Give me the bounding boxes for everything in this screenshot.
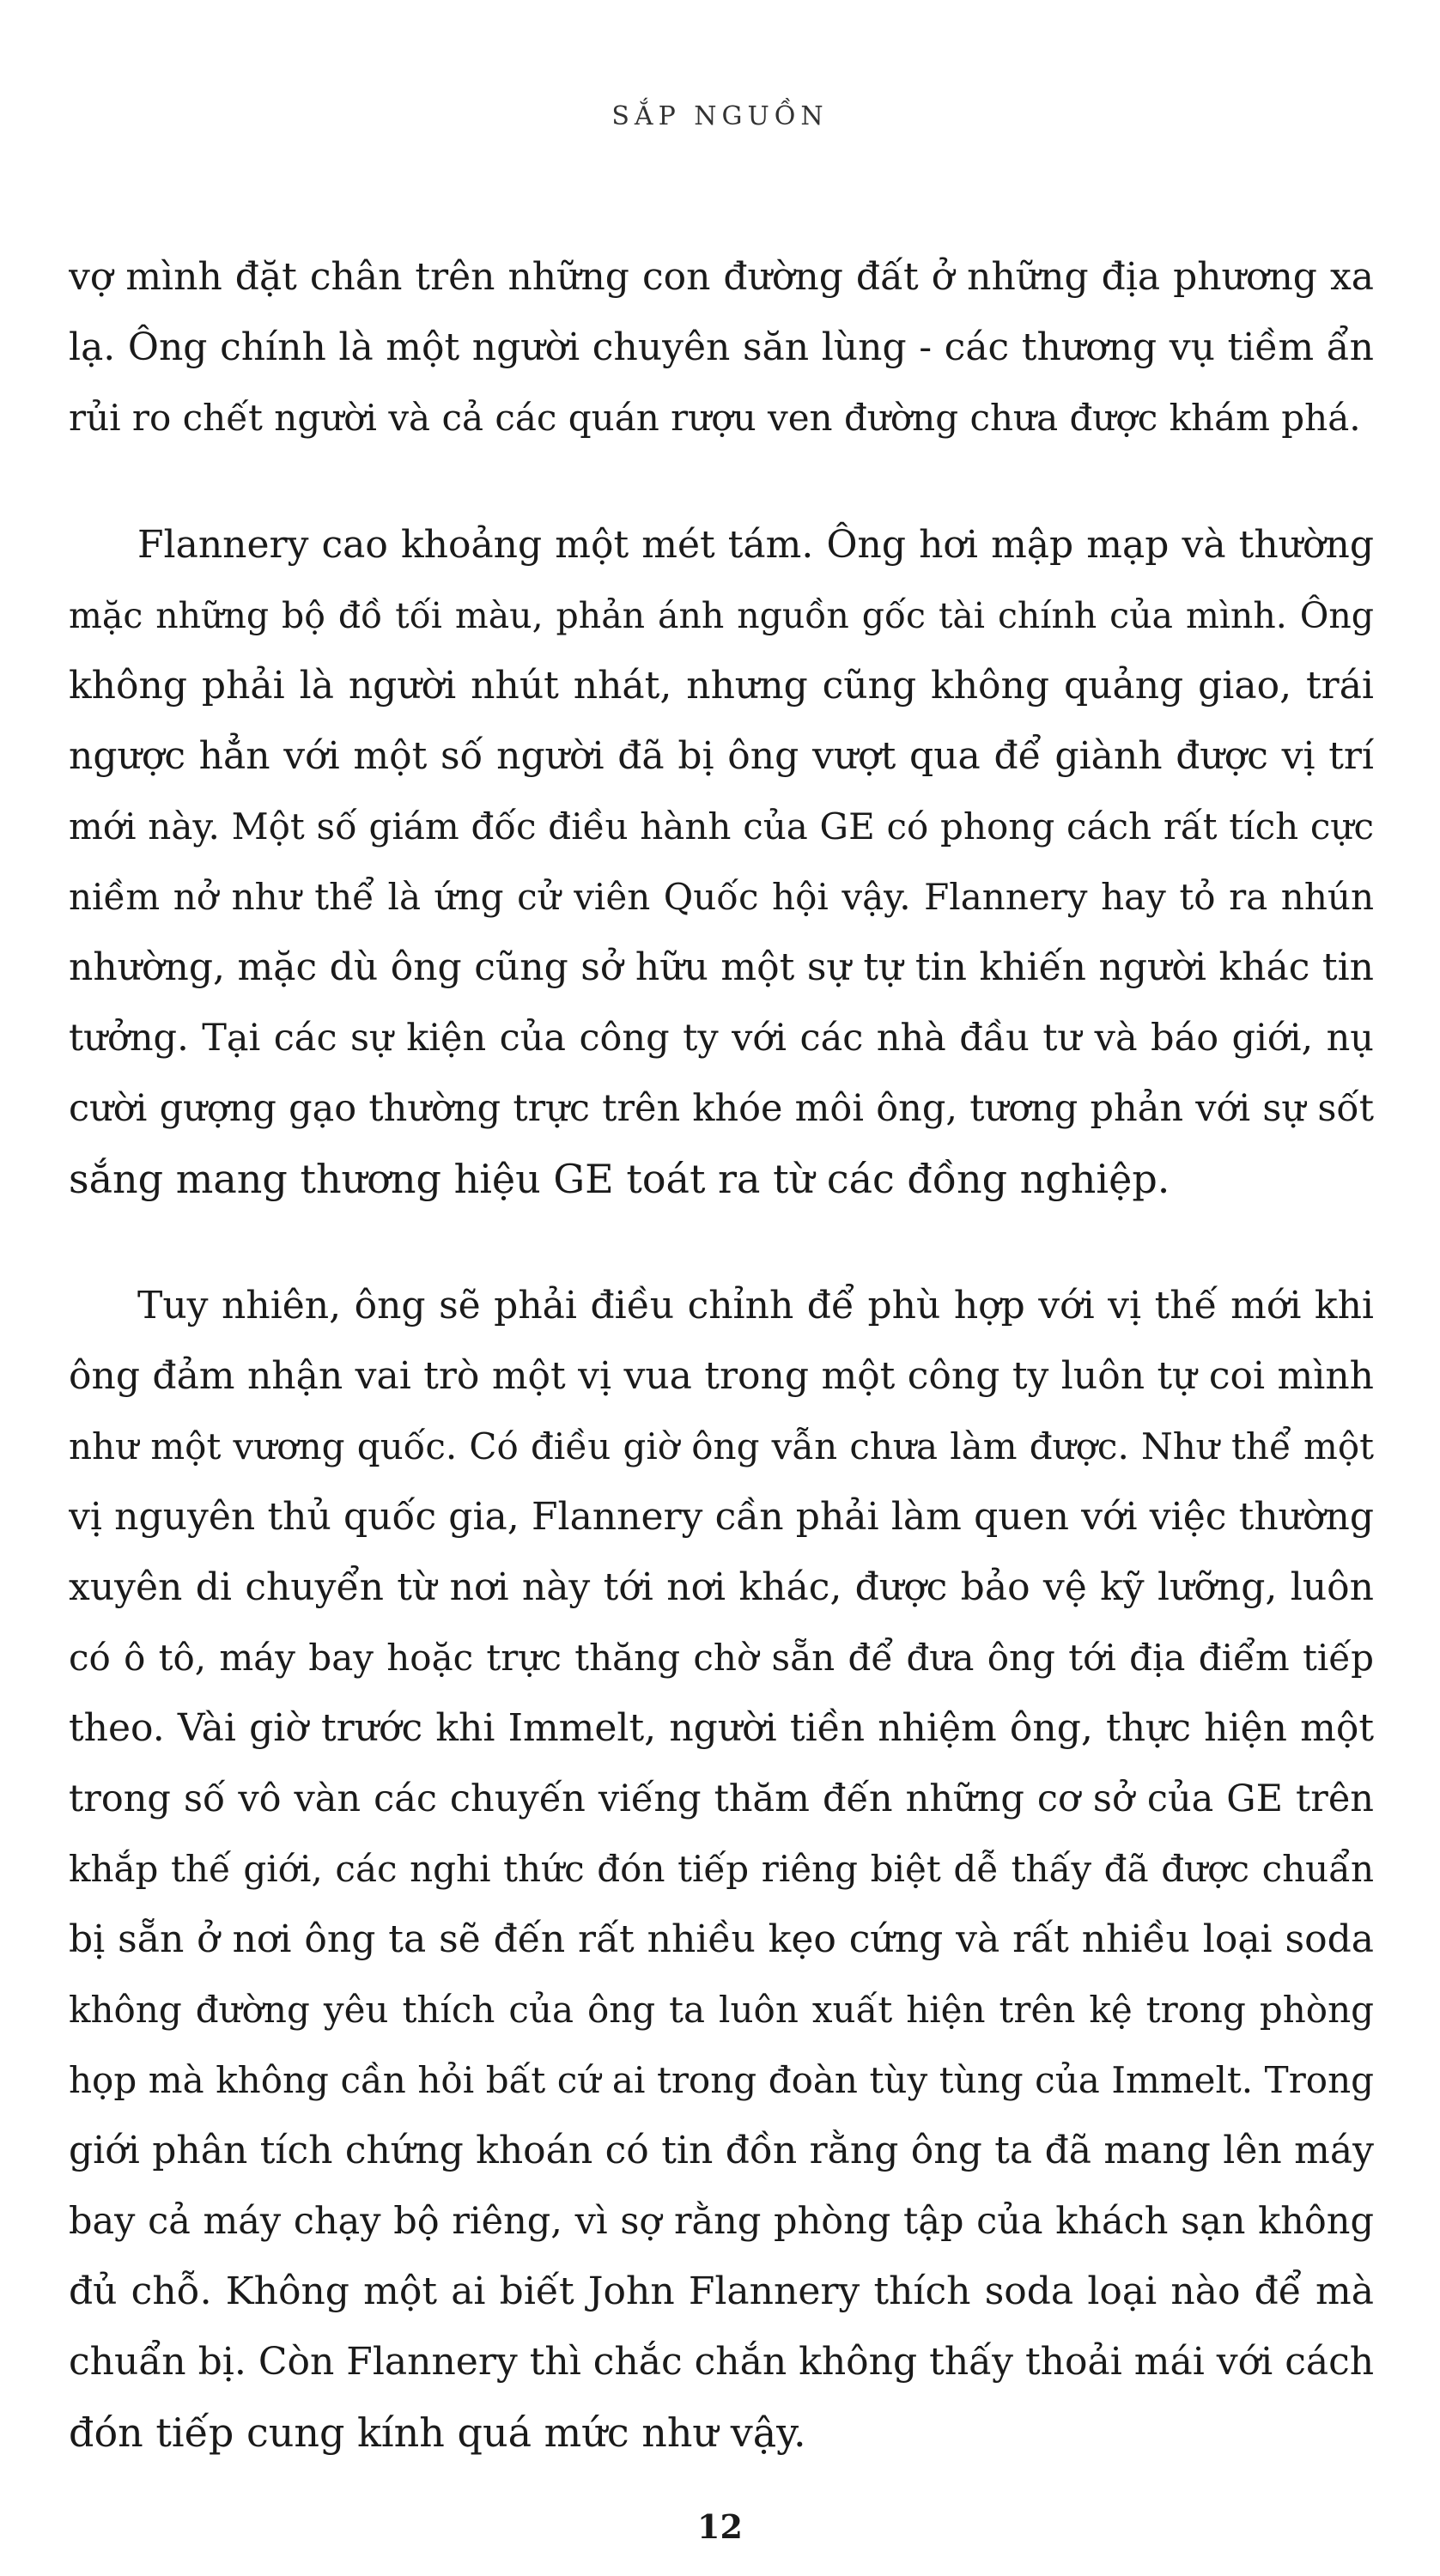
text-line: như một vương quốc. Có điều giờ ông vẫn chưa làm được. Như thể một [69,1425,1374,1467]
text-line: ông đảm nhận vai trò một vị vua trong một công ty luôn tự coi mình [69,1354,1374,1398]
text-line: bị sẵn ở nơi ông ta sẽ đến rất nhiều kẹo cứng và rất nhiều loại soda [69,1917,1374,1961]
text-line: mặc những bộ đồ tối màu, phản ánh nguồn gốc tài chính của mình. Ông [69,595,1374,636]
text-line: họp mà không cần hỏi bất cứ ai trong đoàn tùy tùng của Immelt. Trong [69,2059,1374,2101]
text-line: niềm nở như thể là ứng cử viên Quốc hội vậy. Flannery hay tỏ ra nhún [69,876,1374,918]
text-line: ngược hẳn với một số người đã bị ông vượt qua để giành được vị trí [69,734,1374,778]
text-line: theo. Vài giờ trước khi Immelt, người tiền nhiệm ông, thực hiện một [69,1706,1374,1750]
text-line: vị nguyên thủ quốc gia, Flannery cần phải làm quen với việc thường [69,1495,1374,1539]
paragraph [69,1271,1374,2468]
text-line: đón tiếp cung kính quá mức như vậy. [69,2409,806,2456]
text-line: bay cả máy chạy bộ riêng, vì sợ rằng phòng tập của khách sạn không [69,2200,1374,2243]
text-line: khắp thế giới, các nghi thức đón tiếp riêng biệt dễ thấy đã được chuẩn [69,1848,1374,1890]
paragraph [69,510,1374,1214]
text-line: Flannery cao khoảng một mét tám. Ông hơi mập mạp và thường [137,523,1374,567]
text-line: trong số vô vàn các chuyến viếng thăm đến những cơ sở của GE trên [69,1777,1374,1820]
text-line: lạ. Ông chính là một người chuyên săn lùng - các thương vụ tiềm ẩn [69,325,1374,369]
text-line: cười gượng gạo thường trực trên khóe môi ông, tương phản với sự sốt [69,1087,1374,1130]
text-line: không phải là người nhút nhát, nhưng cũng không quảng giao, trái [69,664,1374,708]
text-line: chuẩn bị. Còn Flannery thì chắc chắn không thấy thoải mái với cách [69,2340,1374,2384]
text-line: có ô tô, máy bay hoặc trực thăng chờ sẵn để đưa ông tới địa điểm tiếp [69,1637,1374,1679]
text-line: rủi ro chết người và cả các quán rượu ven đường chưa được khám phá. [69,397,1361,439]
running-head: SẮP NGUỒN [611,101,829,131]
text-line: vợ mình đặt chân trên những con đường đất ở những địa phương xa [69,255,1374,299]
text-line: tưởng. Tại các sự kiện của công ty với các nhà đầu tư và báo giới, nụ [69,1017,1374,1060]
text-line: sắng mang thương hiệu GE toát ra từ các đồng nghiệp. [69,1156,1170,1202]
paragraph [69,242,1374,453]
text-line: nhường, mặc dù ông cũng sở hữu một sự tự tin khiến người khác tin [69,945,1374,989]
text-line: mới này. Một số giám đốc điều hành của GE có phong cách rất tích cực [69,805,1374,848]
body-text [69,242,1374,2468]
text-line: đủ chỗ. Không một ai biết John Flannery thích soda loại nào để mà [69,2269,1374,2313]
text-line: giới phân tích chứng khoán có tin đồn rằng ông ta đã mang lên máy [69,2129,1374,2172]
page-number: 12 [697,2507,743,2546]
text-line: xuyên di chuyển từ nơi này tới nơi khác, được bảo vệ kỹ lưỡng, luôn [69,1565,1374,1609]
text-line: Tuy nhiên, ông sẽ phải điều chỉnh để phù hợp với vị thế mới khi [137,1284,1374,1327]
text-line: không đường yêu thích của ông ta luôn xuất hiện trên kệ trong phòng [69,1989,1374,2031]
